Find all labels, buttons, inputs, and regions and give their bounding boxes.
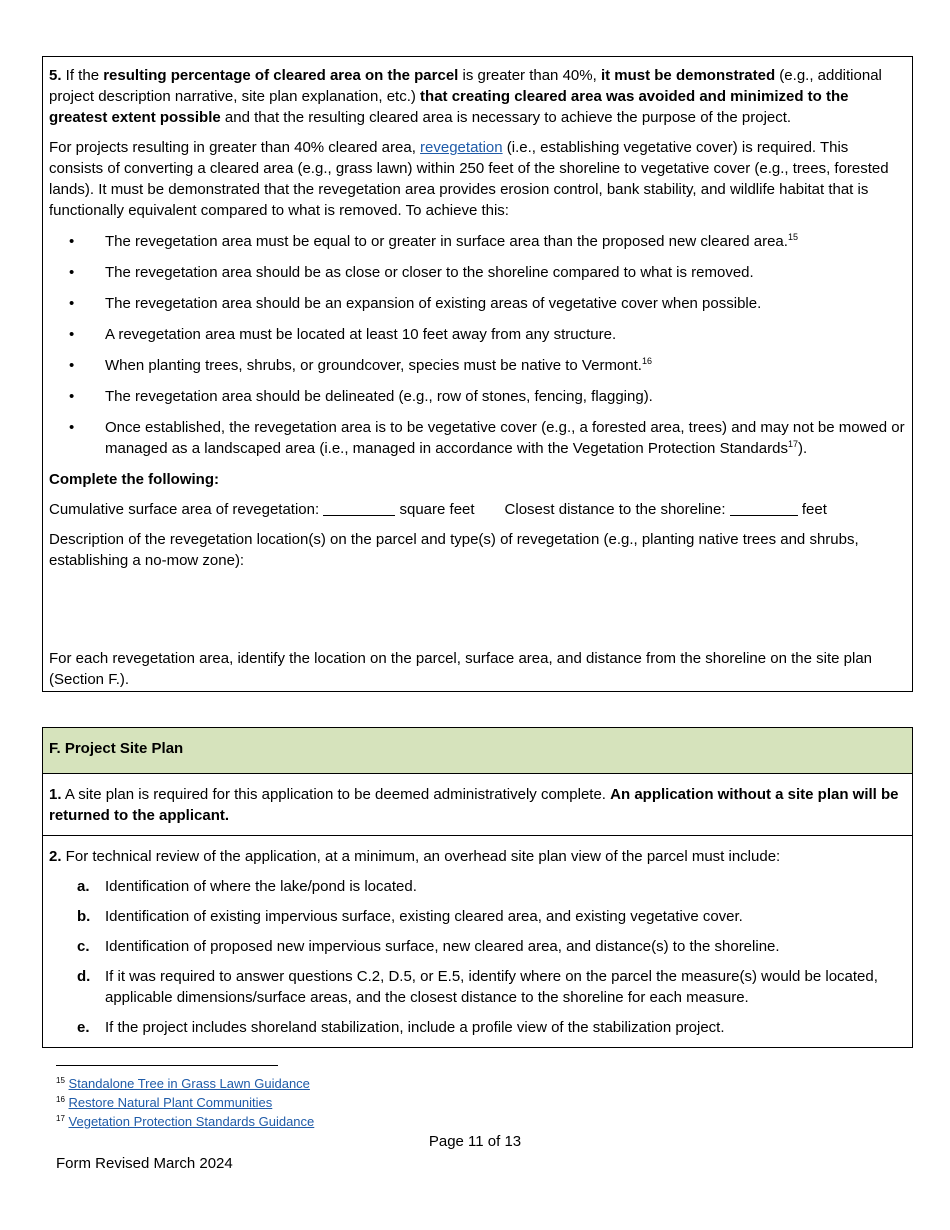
item-letter: e.: [77, 1019, 90, 1036]
section-f-heading: F. Project Site Plan: [43, 728, 912, 774]
footnote-17: $^{17}$ Vegetation Protection Standards Guidance: [56, 1114, 315, 1129]
item-letter: c.: [77, 938, 90, 955]
section-f-item-1: 1. A site plan is required for this application to be deemed administratively complete. An application without a site plan will be returned to the applicant.: [43, 774, 912, 836]
revegetation-requirement-item: • The revegetation area should be an expansion of existing areas of vegetative cover when possible.: [69, 295, 762, 312]
bullet-icon: •: [69, 326, 75, 343]
revegetation-requirement-item: • A revegetation area must be located at least 10 feet away from any structure.: [69, 326, 617, 343]
revegetation-link[interactable]: revegetation: [420, 139, 503, 156]
bullet-icon: •: [69, 233, 75, 250]
footnote-ref: 17: [787, 439, 798, 449]
section-f-box: [42, 727, 913, 1048]
form-revised-date: Form Revised March 2024: [56, 1155, 233, 1172]
page-number: Page 11 of 13: [428, 1133, 522, 1150]
footnote-ref: 16: [641, 356, 652, 366]
section-f-item-2: 2. For technical review of the application, at a minimum, an overhead site plan view of the parcel must include: a. Identification of where the lake/pond is located. b. Identification of existing impervious surface, existing cleared area, and existing vegetative cover. c. Identification of proposed new impervious surface, new cleared area, and distance(s) to the shoreline. d. If it was required to answer questions C.2, D.5, or E.5, identify where on the parcel the measure(s) would be located, applicable dimensions/surface areas, and the closest distance to the shoreline for each measure. e. If the project includes shoreland stabilization, include a profile view of the stabilization project.: [43, 836, 912, 1038]
footnote-link[interactable]: Standalone Tree in Grass Lawn Guidance: [68, 1076, 310, 1091]
site-plan-requirement-item: e. If the project includes shoreland stabilization, include a profile view of the stabilization project.: [77, 1019, 725, 1036]
description-label: Description of the revegetation location(s) on the parcel and type(s) of revegetation (e.g., planting native trees and shrubs, establishing a no-mow zone):: [49, 531, 859, 569]
revegetation-requirement-item: • The revegetation area should be as close or closer to the shoreline compared to what is removed.: [69, 264, 754, 281]
site-plan-requirement-item: d. If it was required to answer questions C.2, D.5, or E.5, identify where on the parcel the measure(s) would be located, applicable dimensions/surface areas, and the closest distance to the shoreline for each measure.: [77, 968, 878, 1006]
footnote-16: $^{16}$ Restore Natural Plant Communities: [56, 1095, 273, 1110]
item-letter: a.: [77, 878, 90, 895]
footnote-link[interactable]: Vegetation Protection Standards Guidance: [68, 1114, 315, 1129]
bullet-icon: •: [69, 264, 75, 281]
footnote-15: $^{15}$ Standalone Tree in Grass Lawn Guidance: [56, 1076, 310, 1091]
bullet-icon: •: [69, 295, 75, 312]
bullet-icon: •: [69, 419, 75, 436]
revegetation-requirement-item: • When planting trees, shrubs, or groundcover, species must be native to Vermont.$^{16}$: [69, 356, 652, 374]
complete-heading: Complete the following:: [49, 471, 219, 488]
section-5-box: [42, 56, 913, 692]
closest-distance-field[interactable]: [730, 501, 798, 516]
revegetation-requirement-item: • The revegetation area must be equal to or greater in surface area than the proposed new cleared area.$^{15}$: [69, 232, 798, 250]
section-5-intro: 5. If the resulting percentage of cleared area on the parcel is greater than 40%, it must be demonstrated (e.g., additional project description narrative, site plan explanation, etc.) that creating cleared area was avoided and minimized to the greatest extent possible and that the resulting cleared area is necessary to achieve the purpose of the project.: [49, 67, 882, 126]
bullet-icon: •: [69, 388, 75, 405]
identify-instructions: For each revegetation area, identify the location on the parcel, surface area, and distance from the shoreline on the site plan (Section F.).: [49, 650, 873, 688]
bullet-icon: •: [69, 357, 75, 374]
revegetation-measurements: Cumulative surface area of revegetation: square feet Closest distance to the shoreline: feet: [49, 501, 827, 518]
cumulative-area-field[interactable]: [323, 501, 395, 516]
item-letter: d.: [77, 968, 91, 985]
revegetation-requirement: For projects resulting in greater than 40% cleared area, revegetation (i.e., establishing vegetative cover) is required. This consists of converting a cleared area (e.g., grass lawn) within 250 feet of the shoreline to vegetative cover (e.g., trees, forested lands). It must be demonstrated that the revegetation area provides erosion control, bank stability, and wildlife habitat that is functionally equivalent compared to what is removed. To achieve this:: [49, 139, 889, 219]
description-field[interactable]: [49, 571, 906, 648]
footnote-divider: [56, 1065, 278, 1066]
footnote-ref: 15: [787, 232, 798, 242]
footnotes: [56, 1074, 314, 1131]
site-plan-requirement-item: b. Identification of existing impervious surface, existing cleared area, and existing vegetative cover.: [77, 908, 743, 925]
revegetation-requirement-item: • The revegetation area should be delineated (e.g., row of stones, fencing, flagging).: [69, 388, 653, 405]
revegetation-requirements-list: [49, 231, 906, 459]
item-letter: b.: [77, 908, 91, 925]
site-plan-requirements-list: [49, 876, 912, 1038]
site-plan-requirement-item: a. Identification of where the lake/pond is located.: [77, 878, 417, 895]
footnote-link[interactable]: Restore Natural Plant Communities: [68, 1095, 273, 1110]
site-plan-requirement-item: c. Identification of proposed new impervious surface, new cleared area, and distance(s) to the shoreline.: [77, 938, 780, 955]
revegetation-requirement-item: • Once established, the revegetation area is to be vegetative cover (e.g., a forested area, trees) and may not be mowed or managed as a landscaped area (i.e., managed in accordance with the Vegetation Protection Standards$^{17}$).: [69, 419, 905, 457]
